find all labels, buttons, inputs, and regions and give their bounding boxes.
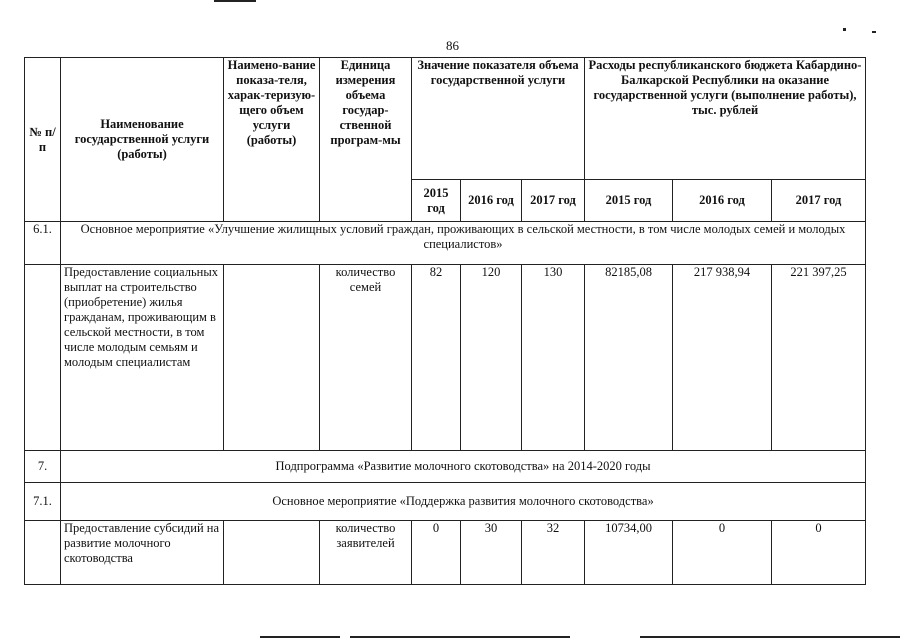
budget-2015-cell: 82185,08 [585,265,673,451]
budget-2016-cell: 0 [673,521,772,585]
volume-2016-cell: 30 [461,521,522,585]
header-year-volume-2017: 2017 год [522,180,585,222]
row-num: 7.1. [25,483,61,521]
header-volume-group: Значение показателя объема государственной услуги [412,58,585,180]
row-num: 6.1. [25,222,61,265]
budget-2017-cell: 0 [772,521,866,585]
service-name-cell: Предоставление социальных выплат на строительство (приобретение) жилья гражданам, проживающим в сельской местности, в том числе молодым семьям и молодым специалистам [61,265,224,451]
header-year-budget-2015: 2015 год [585,180,673,222]
volume-2015-cell: 82 [412,265,461,451]
data-row [25,265,866,451]
scan-mark-bottom [640,636,900,638]
header-indicator-name: Наимено-вание показа-теля, харак-теризую-щего объем услуги (работы) [224,58,320,222]
header-num: № п/п [25,58,61,222]
scan-mark-bottom [350,636,570,638]
header-year-volume-2015: 2015 год [412,180,461,222]
page-number: 86 [446,38,459,53]
indicator-cell [224,265,320,451]
scan-mark-top [214,0,256,2]
indicator-cell [224,521,320,585]
header-row-top [25,58,866,180]
unit-cell: количество семей [320,265,412,451]
section-row [25,483,866,521]
service-name-cell: Предоставление субсидий на развитие молочного скотоводства [61,521,224,585]
volume-2016-cell: 120 [461,265,522,451]
budget-2015-cell: 10734,00 [585,521,673,585]
volume-2017-cell: 130 [522,265,585,451]
section-row [25,222,866,265]
budget-2017-cell: 221 397,25 [772,265,866,451]
section-title: Основное мероприятие «Улучшение жилищных условий граждан, проживающих в сельской местности, в том числе молодых семей и молодых специалистов» [61,222,866,265]
volume-2017-cell: 32 [522,521,585,585]
scan-mark-dot [872,31,876,33]
header-unit: Единица измерения объема государ-ственной програм-мы [320,58,412,222]
row-num: 7. [25,451,61,483]
scan-mark-bottom [260,636,340,638]
section-row [25,451,866,483]
unit-cell: количество заявителей [320,521,412,585]
scan-mark-dot [843,28,846,31]
data-row [25,521,866,585]
section-title: Основное мероприятие «Поддержка развития молочного скотоводства» [61,483,866,521]
header-service-name: Наименование государственной услуги (работы) [61,58,224,222]
row-num [25,521,61,585]
services-table [24,57,866,585]
header-budget-group: Расходы республиканского бюджета Кабардино-Балкарской Республики на оказание государственной услуги (выполнение работы), тыс. рублей [585,58,866,180]
header-year-budget-2016: 2016 год [673,180,772,222]
section-title: Подпрограмма «Развитие молочного скотоводства» на 2014-2020 годы [61,451,866,483]
budget-2016-cell: 217 938,94 [673,265,772,451]
row-num [25,265,61,451]
volume-2015-cell: 0 [412,521,461,585]
header-year-volume-2016: 2016 год [461,180,522,222]
header-year-budget-2017: 2017 год [772,180,866,222]
